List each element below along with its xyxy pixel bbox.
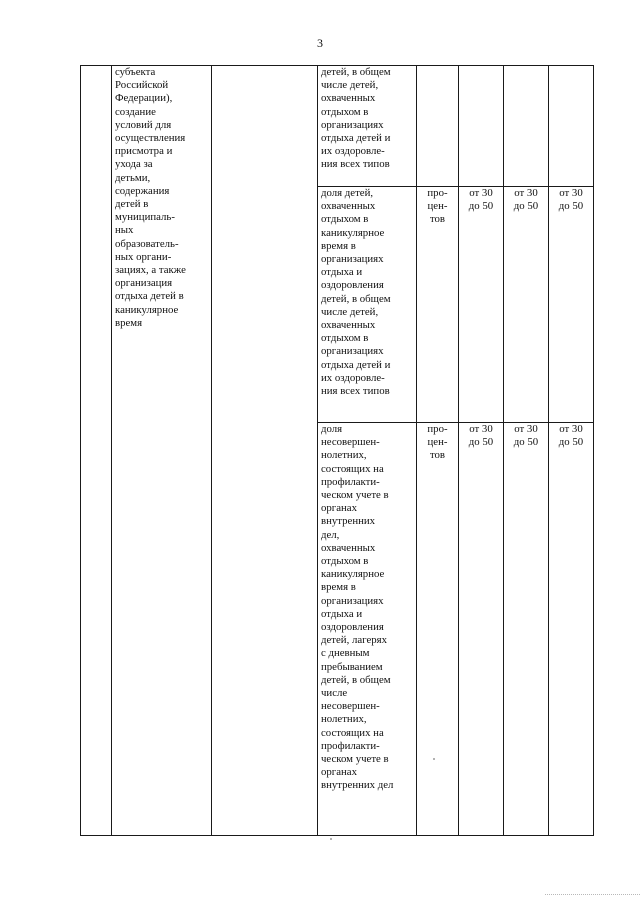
scan-speck [433,758,435,760]
value-text: от 30 до 50 [513,187,539,213]
value-cell-3 [549,187,594,423]
value-cell-1 [459,66,504,187]
value-text: от 30 до 50 [468,423,494,449]
indicator-cell [318,66,417,187]
value-cell-3 [549,66,594,187]
unit-cell [417,423,459,836]
indicator-text: доля несовершен- нолетних, состоящих на профилакти- ческом учете в органах внутренних дел, охваченных отдыхом в каникулярное время в организациях отдыха и оздоровления детей, лагерях с дневным пребыванием детей, в общем числе несовершен- нолетних, состоящих на профилакти- ческом учете в органах внутренних дел [321,423,394,792]
indicator-text: детей, в общем числе детей, охваченных отдыхом в организациях отдыха детей и их оздоровле- ния всех типов [321,66,391,171]
blank-column-cell [212,66,318,836]
unit-text: про- цен- тов [427,423,448,462]
value-cell-2 [504,66,549,187]
unit-text: про- цен- тов [427,187,448,226]
activity-cell [112,66,212,836]
scan-speck [330,838,332,840]
value-cell-1 [459,423,504,836]
value-text: от 30 до 50 [513,423,539,449]
value-cell-3 [549,423,594,836]
value-text: от 30 до 50 [558,187,584,213]
indicator-cell [318,423,417,836]
number-cell [81,66,112,836]
unit-cell [417,187,459,423]
value-text: от 30 до 50 [468,187,494,213]
unit-cell [417,66,459,187]
value-cell-2 [504,187,549,423]
indicator-text: доля детей, охваченных отдыхом в каникулярное время в организациях отдыха и оздоровления детей, в общем числе детей, охваченных отдыхом в организациях отдыха детей и их оздоровле- ния всех типов [321,187,391,398]
table-row [81,66,594,187]
value-text: от 30 до 50 [558,423,584,449]
value-cell-2 [504,423,549,836]
activity-text: субъекта Российской Федерации), создание условий для осуществления присмотра и ухода за детьми, содержания детей в муниципаль- ных образователь- ных органи- зациях, а также организация отдыха детей в каникулярное время [115,66,186,329]
value-cell-1 [459,187,504,423]
indicator-cell [318,187,417,423]
indicators-table [80,65,594,836]
scan-edge-mark [545,894,640,895]
page-number: 3 [317,36,323,50]
